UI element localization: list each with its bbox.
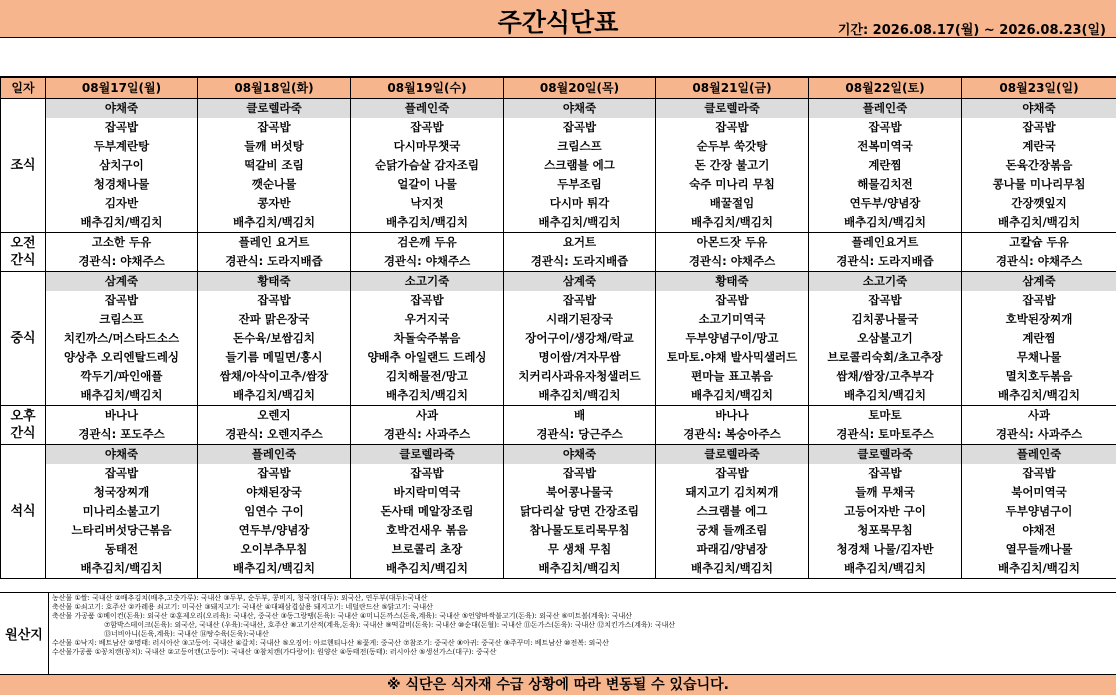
menu-cell: 플레인 요거트 bbox=[198, 233, 351, 253]
menu-cell: 배추김치/백김치 bbox=[198, 559, 351, 579]
origin-section bbox=[0, 592, 1116, 675]
menu-row bbox=[1, 137, 1116, 156]
menu-cell: 시래기된장국 bbox=[504, 310, 656, 329]
menu-cell: 참나물도토리묵무침 bbox=[504, 521, 656, 540]
menu-row bbox=[1, 194, 1116, 213]
menu-cell: 두부계란탕 bbox=[46, 137, 198, 156]
menu-row bbox=[1, 502, 1116, 521]
menu-cell: 차돌숙주볶음 bbox=[351, 329, 504, 348]
menu-cell: 얼갈이 나물 bbox=[351, 175, 504, 194]
menu-row bbox=[1, 521, 1116, 540]
menu-cell: 사과 bbox=[962, 406, 1116, 426]
menu-cell: 검은깨 두유 bbox=[351, 233, 504, 253]
menu-cell: 경관식: 오렌지주스 bbox=[198, 425, 351, 445]
menu-cell: 스크램블 에그 bbox=[504, 156, 656, 175]
menu-cell: 치킨까스/머스타드소스 bbox=[46, 329, 198, 348]
day-header: 08월22일(토) bbox=[809, 78, 962, 99]
menu-cell: 청포묵무침 bbox=[809, 521, 962, 540]
menu-cell: 배꿀절임 bbox=[656, 194, 809, 213]
menu-cell: 플레인죽 bbox=[351, 99, 504, 119]
menu-row bbox=[1, 213, 1116, 233]
menu-cell: 잡곡밥 bbox=[198, 291, 351, 310]
menu-cell: 잡곡밥 bbox=[351, 464, 504, 483]
menu-cell: 크림스프 bbox=[46, 310, 198, 329]
menu-cell: 잡곡밥 bbox=[962, 118, 1116, 137]
menu-table bbox=[0, 77, 1116, 579]
origin-line: 축산물 ①쇠고기: 호주산 ②카레용 쇠고기: 미국산 ③돼지고기: 국내산 ④대패삼겹살용 돼지고기: 네덜란드산 ⑤닭고기: 국내산 bbox=[52, 603, 433, 611]
menu-cell: 궁채 들깨조림 bbox=[656, 521, 809, 540]
origin-line: 수산물가공품 ①꽁치캔(꽁치): 국내산 ②고등어캔(고등어): 국내산 ③참치캔(가다랑어): 원양산 ④동태전(동태): 러시아산 ⑤생선가스(대구): 중국산 bbox=[52, 648, 497, 656]
menu-cell: 다시마무챗국 bbox=[351, 137, 504, 156]
header-date-label: 일자 bbox=[1, 78, 46, 99]
day-header: 08월19일(수) bbox=[351, 78, 504, 99]
menu-cell: 쌈채/쌈장/고추부각 bbox=[809, 367, 962, 386]
meal-label: 오후 간식 bbox=[1, 406, 46, 445]
menu-cell: 명이쌈/겨자무쌈 bbox=[504, 348, 656, 367]
menu-cell: 소고기미역국 bbox=[656, 310, 809, 329]
menu-cell: 배추김치/백김치 bbox=[656, 559, 809, 579]
menu-cell: 돈 간장 불고기 bbox=[656, 156, 809, 175]
menu-cell: 돼지고기 김치찌개 bbox=[656, 483, 809, 502]
menu-row bbox=[1, 99, 1116, 119]
menu-cell: 연두부/양념장 bbox=[809, 194, 962, 213]
menu-cell: 잡곡밥 bbox=[809, 291, 962, 310]
menu-cell: 콩나물 미나리무침 bbox=[962, 175, 1116, 194]
menu-cell: 두부조림 bbox=[504, 175, 656, 194]
menu-cell: 플레인요거트 bbox=[809, 233, 962, 253]
menu-cell: 배추김치/백김치 bbox=[962, 386, 1116, 406]
menu-cell: 플레인죽 bbox=[198, 445, 351, 465]
menu-cell: 클로렐라죽 bbox=[656, 99, 809, 119]
menu-cell: 고등어자반 구이 bbox=[809, 502, 962, 521]
menu-cell: 고소한 두유 bbox=[46, 233, 198, 253]
menu-cell: 삼계죽 bbox=[962, 272, 1116, 292]
menu-cell: 황태죽 bbox=[656, 272, 809, 292]
menu-row bbox=[1, 233, 1116, 253]
menu-cell: 배추김치/백김치 bbox=[656, 386, 809, 406]
menu-cell: 잡곡밥 bbox=[351, 118, 504, 137]
menu-cell: 배추김치/백김치 bbox=[351, 213, 504, 233]
menu-cell: 미나리소불고기 bbox=[46, 502, 198, 521]
menu-cell: 배추김치/백김치 bbox=[504, 213, 656, 233]
menu-cell: 오삼불고기 bbox=[809, 329, 962, 348]
menu-cell: 야채죽 bbox=[504, 99, 656, 119]
menu-cell: 청경채 나물/김자반 bbox=[809, 540, 962, 559]
menu-cell: 클로렐라죽 bbox=[809, 445, 962, 465]
menu-cell: 숙주 미나리 무침 bbox=[656, 175, 809, 194]
menu-cell: 멸치호두볶음 bbox=[962, 367, 1116, 386]
menu-cell: 배추김치/백김치 bbox=[351, 386, 504, 406]
title-bar bbox=[0, 0, 1116, 38]
menu-row bbox=[1, 118, 1116, 137]
menu-cell: 잡곡밥 bbox=[809, 464, 962, 483]
menu-cell: 플레인죽 bbox=[809, 99, 962, 119]
menu-cell: 잡곡밥 bbox=[504, 464, 656, 483]
menu-cell: 들기름 메밀면/홍시 bbox=[198, 348, 351, 367]
menu-row bbox=[1, 348, 1116, 367]
menu-cell: 순닭가슴살 감자조림 bbox=[351, 156, 504, 175]
menu-cell: 야채죽 bbox=[46, 99, 198, 119]
menu-row bbox=[1, 156, 1116, 175]
menu-cell: 경관식: 도라지배즙 bbox=[504, 252, 656, 272]
menu-cell: 오렌지 bbox=[198, 406, 351, 426]
menu-cell: 무채나물 bbox=[962, 348, 1116, 367]
menu-cell: 다시마 튀각 bbox=[504, 194, 656, 213]
menu-cell: 김자반 bbox=[46, 194, 198, 213]
menu-cell: 배추김치/백김치 bbox=[351, 559, 504, 579]
menu-cell: 경관식: 도라지배즙 bbox=[809, 252, 962, 272]
origin-line: ⑬너비아니(돈육,계육): 국내산 ⑭탕수육(돈육):국내산 bbox=[104, 630, 269, 638]
menu-cell: 돈사태 메알장조림 bbox=[351, 502, 504, 521]
menu-cell: 들깨 무채국 bbox=[809, 483, 962, 502]
menu-row bbox=[1, 406, 1116, 426]
day-header: 08월23일(일) bbox=[962, 78, 1116, 99]
menu-cell: 삼치구이 bbox=[46, 156, 198, 175]
menu-cell: 잡곡밥 bbox=[656, 291, 809, 310]
menu-cell: 잡곡밥 bbox=[504, 291, 656, 310]
menu-cell: 토마토.야채 발사믹샐러드 bbox=[656, 348, 809, 367]
menu-cell: 야채죽 bbox=[504, 445, 656, 465]
menu-cell: 삼계죽 bbox=[46, 272, 198, 292]
menu-row bbox=[1, 272, 1116, 292]
menu-row bbox=[1, 445, 1116, 465]
menu-cell: 배추김치/백김치 bbox=[46, 213, 198, 233]
menu-row bbox=[1, 386, 1116, 406]
menu-cell: 잡곡밥 bbox=[656, 464, 809, 483]
menu-cell: 야채죽 bbox=[962, 99, 1116, 119]
day-header: 08월18일(화) bbox=[198, 78, 351, 99]
menu-cell: 클로렐라죽 bbox=[198, 99, 351, 119]
menu-cell: 잡곡밥 bbox=[656, 118, 809, 137]
day-header: 08월17일(월) bbox=[46, 78, 198, 99]
menu-cell: 경관식: 복숭아주스 bbox=[656, 425, 809, 445]
period-label: 기간: 2026.08.17(월) ~ 2026.08.23(일) bbox=[837, 23, 1106, 38]
menu-cell: 계란찜 bbox=[962, 329, 1116, 348]
origin-line: ⑦함박스테이크(돈육): 외국산, 국내산 (우육):국내산, 호주산 ⑧고기산적(계육,돈육): 국내산 ⑨떡갈비(돈육): 국내산 ⑩순대(돈혈): 국내산 ⑪돈가스(돈육): 국내산 ⑫치킨가스(계육): 국내산 bbox=[104, 621, 676, 629]
page-title: 주간식단표 bbox=[497, 8, 619, 37]
menu-cell: 야채전 bbox=[962, 521, 1116, 540]
menu-cell: 브로콜리숙회/초고추장 bbox=[809, 348, 962, 367]
blank-row bbox=[0, 38, 1116, 77]
menu-cell: 배추김치/백김치 bbox=[809, 386, 962, 406]
menu-cell: 김치해물전/망고 bbox=[351, 367, 504, 386]
meal-label: 석식 bbox=[1, 445, 46, 579]
menu-row bbox=[1, 483, 1116, 502]
menu-row bbox=[1, 291, 1116, 310]
meal-label: 오전 간식 bbox=[1, 233, 46, 272]
menu-cell: 황태죽 bbox=[198, 272, 351, 292]
menu-cell: 계란찜 bbox=[809, 156, 962, 175]
origin-line: 축산물 가공품 ①베이컨(돈육): 외국산 ②훈제오리(오리육): 국내산, 중국산 ③동그랑땡(돈육): 국내산 ④미니돈까스(돈육,계육): 국내산 ⑤언양바싹불고기(돈육): 외국산 ⑥미트볼(계육): 국내산 bbox=[52, 612, 632, 620]
menu-cell: 잡곡밥 bbox=[504, 118, 656, 137]
menu-cell: 토마토 bbox=[809, 406, 962, 426]
menu-cell: 닭다리살 당면 간장조림 bbox=[504, 502, 656, 521]
menu-cell: 열무들깨나물 bbox=[962, 540, 1116, 559]
menu-cell: 잡곡밥 bbox=[198, 464, 351, 483]
menu-cell: 경관식: 야채주스 bbox=[351, 252, 504, 272]
menu-row bbox=[1, 540, 1116, 559]
menu-cell: 경관식: 사과주스 bbox=[351, 425, 504, 445]
menu-cell: 잡곡밥 bbox=[198, 118, 351, 137]
menu-cell: 북어미역국 bbox=[962, 483, 1116, 502]
menu-cell: 야채된장국 bbox=[198, 483, 351, 502]
menu-cell: 해물김치전 bbox=[809, 175, 962, 194]
menu-cell: 배추김치/백김치 bbox=[809, 559, 962, 579]
menu-cell: 연두부/양념장 bbox=[198, 521, 351, 540]
menu-cell: 편마늘 표고볶음 bbox=[656, 367, 809, 386]
menu-row bbox=[1, 367, 1116, 386]
menu-cell: 배추김치/백김치 bbox=[198, 386, 351, 406]
menu-cell: 떡갈비 조림 bbox=[198, 156, 351, 175]
menu-cell: 들깨 버섯탕 bbox=[198, 137, 351, 156]
menu-row bbox=[1, 559, 1116, 579]
day-header: 08월20일(목) bbox=[504, 78, 656, 99]
menu-row bbox=[1, 329, 1116, 348]
menu-cell: 배추김치/백김치 bbox=[962, 559, 1116, 579]
menu-cell: 청국장찌개 bbox=[46, 483, 198, 502]
menu-cell: 무 생채 무침 bbox=[504, 540, 656, 559]
menu-cell: 바나나 bbox=[46, 406, 198, 426]
menu-cell: 파래김/양념장 bbox=[656, 540, 809, 559]
menu-cell: 오이부추무침 bbox=[198, 540, 351, 559]
menu-cell: 클로렐라죽 bbox=[656, 445, 809, 465]
menu-cell: 깍두기/파인애플 bbox=[46, 367, 198, 386]
menu-cell: 두부양념구이/망고 bbox=[656, 329, 809, 348]
menu-cell: 배추김치/백김치 bbox=[962, 213, 1116, 233]
menu-cell: 호박건새우 볶음 bbox=[351, 521, 504, 540]
menu-cell: 청경채나물 bbox=[46, 175, 198, 194]
menu-cell: 아몬드잣 두유 bbox=[656, 233, 809, 253]
menu-cell: 경관식: 도라지배즙 bbox=[198, 252, 351, 272]
menu-cell: 바나나 bbox=[656, 406, 809, 426]
day-header: 08월21일(금) bbox=[656, 78, 809, 99]
menu-cell: 경관식: 야채주스 bbox=[46, 252, 198, 272]
origin-lines bbox=[52, 594, 675, 657]
header-row bbox=[1, 78, 1116, 99]
meal-label: 조식 bbox=[1, 99, 46, 233]
menu-cell: 두부양념구이 bbox=[962, 502, 1116, 521]
menu-cell: 돈육간장볶음 bbox=[962, 156, 1116, 175]
menu-cell: 배추김치/백김치 bbox=[504, 386, 656, 406]
menu-cell: 스크램블 에그 bbox=[656, 502, 809, 521]
menu-cell: 임연수 구이 bbox=[198, 502, 351, 521]
menu-cell: 크림스프 bbox=[504, 137, 656, 156]
menu-cell: 배추김치/백김치 bbox=[656, 213, 809, 233]
menu-cell: 배 bbox=[504, 406, 656, 426]
menu-cell: 경관식: 야채주스 bbox=[656, 252, 809, 272]
menu-cell: 돈수육/보쌈김치 bbox=[198, 329, 351, 348]
menu-cell: 배추김치/백김치 bbox=[198, 213, 351, 233]
menu-cell: 바지락미역국 bbox=[351, 483, 504, 502]
menu-cell: 전복미역국 bbox=[809, 137, 962, 156]
menu-cell: 배추김치/백김치 bbox=[46, 386, 198, 406]
menu-cell: 잡곡밥 bbox=[809, 118, 962, 137]
menu-row bbox=[1, 310, 1116, 329]
menu-cell: 잡곡밥 bbox=[962, 464, 1116, 483]
menu-cell: 치커리사과유자청샐러드 bbox=[504, 367, 656, 386]
menu-cell: 잡곡밥 bbox=[46, 118, 198, 137]
menu-row bbox=[1, 464, 1116, 483]
menu-cell: 야채죽 bbox=[46, 445, 198, 465]
menu-cell: 경관식: 포도주스 bbox=[46, 425, 198, 445]
menu-cell: 호박된장찌개 bbox=[962, 310, 1116, 329]
menu-cell: 쌈채/아삭이고추/쌈장 bbox=[198, 367, 351, 386]
menu-cell: 북어콩나물국 bbox=[504, 483, 656, 502]
menu-cell: 플레인죽 bbox=[962, 445, 1116, 465]
menu-cell: 배추김치/백김치 bbox=[809, 213, 962, 233]
menu-cell: 잔파 맑은장국 bbox=[198, 310, 351, 329]
menu-cell: 우거지국 bbox=[351, 310, 504, 329]
menu-cell: 소고기죽 bbox=[809, 272, 962, 292]
menu-cell: 김치콩나물국 bbox=[809, 310, 962, 329]
menu-cell: 계란국 bbox=[962, 137, 1116, 156]
menu-cell: 경관식: 사과주스 bbox=[962, 425, 1116, 445]
menu-cell: 간장깻잎지 bbox=[962, 194, 1116, 213]
menu-cell: 양상추 오리엔탈드레싱 bbox=[46, 348, 198, 367]
menu-cell: 사과 bbox=[351, 406, 504, 426]
menu-cell: 잡곡밥 bbox=[46, 464, 198, 483]
origin-line: 농산물 ①쌀: 국내산 ②배추김치(배추,고춧가루): 국내산 ③두부, 순두부, 콩비지, 청국장(대두): 외국산, 연두부(대두):국내산 bbox=[52, 594, 428, 602]
menu-cell: 배추김치/백김치 bbox=[504, 559, 656, 579]
menu-cell: 클로렐라죽 bbox=[351, 445, 504, 465]
menu-cell: 경관식: 토마토주스 bbox=[809, 425, 962, 445]
menu-cell: 브로콜리 초장 bbox=[351, 540, 504, 559]
menu-row bbox=[1, 252, 1116, 272]
menu-cell: 콩자반 bbox=[198, 194, 351, 213]
menu-cell: 순두부 쑥갓탕 bbox=[656, 137, 809, 156]
footer-notice: ※ 식단은 식자재 수급 상황에 따라 변동될 수 있습니다. bbox=[0, 675, 1116, 695]
menu-row bbox=[1, 175, 1116, 194]
menu-cell: 경관식: 당근주스 bbox=[504, 425, 656, 445]
origin-label: 원산지 bbox=[0, 593, 49, 674]
menu-cell: 잡곡밥 bbox=[46, 291, 198, 310]
menu-cell: 잡곡밥 bbox=[962, 291, 1116, 310]
menu-cell: 느타리버섯당근볶음 bbox=[46, 521, 198, 540]
menu-cell: 깻순나물 bbox=[198, 175, 351, 194]
origin-line: 수산물 ①낙지: 베트남산 ②명태: 러시아산 ③고등어: 국내산 ④갈치: 국내산 ⑤오징어: 아르헨티나산 ⑥꽃게: 중국산 ⑦참조기: 중국산 ⑧아귀: 중국산 ⑨주꾸미: 베트남산 ⑩전복: 외국산 bbox=[52, 639, 609, 647]
menu-cell: 낙지젓 bbox=[351, 194, 504, 213]
menu-cell: 동태전 bbox=[46, 540, 198, 559]
menu-cell: 요거트 bbox=[504, 233, 656, 253]
menu-cell: 경관식: 야채주스 bbox=[962, 252, 1116, 272]
menu-cell: 고칼슘 두유 bbox=[962, 233, 1116, 253]
menu-cell: 삼계죽 bbox=[504, 272, 656, 292]
menu-row bbox=[1, 425, 1116, 445]
meal-label: 중식 bbox=[1, 272, 46, 406]
menu-cell: 장어구이/생강채/락교 bbox=[504, 329, 656, 348]
menu-cell: 배추김치/백김치 bbox=[46, 559, 198, 579]
menu-cell: 소고기죽 bbox=[351, 272, 504, 292]
menu-cell: 양배추 아일랜드 드레싱 bbox=[351, 348, 504, 367]
menu-cell: 잡곡밥 bbox=[351, 291, 504, 310]
